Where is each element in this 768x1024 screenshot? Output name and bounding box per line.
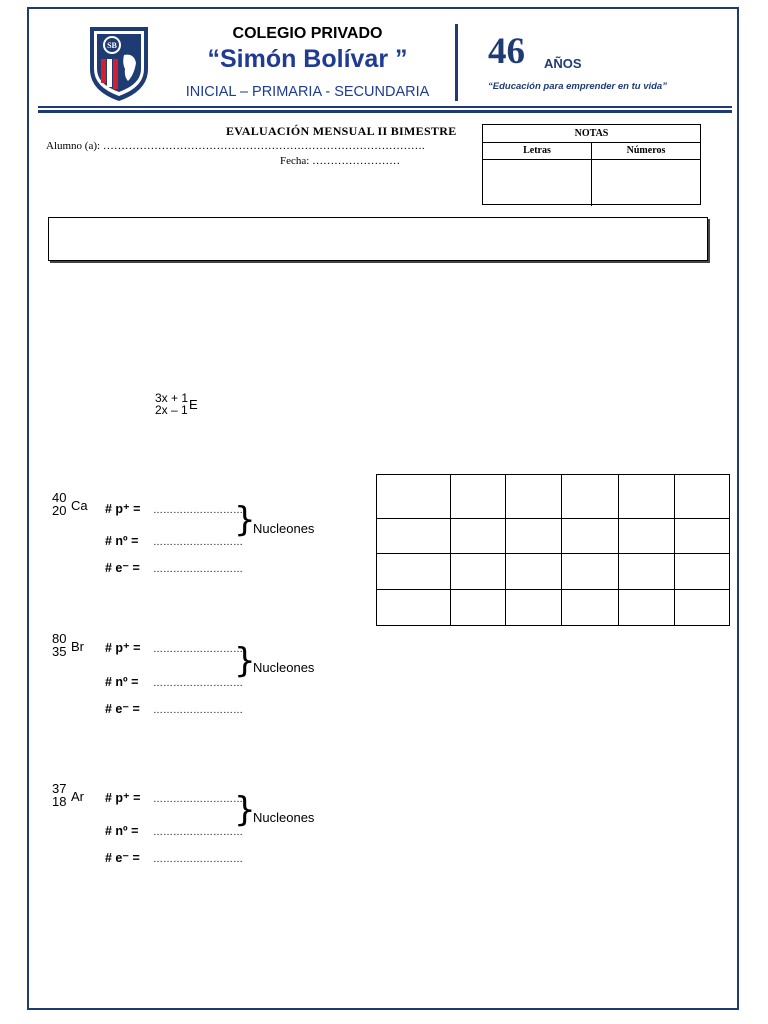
header-divider xyxy=(455,24,458,101)
grid-cell[interactable] xyxy=(506,519,562,554)
formula-atomic: 2x – 1 xyxy=(155,403,188,417)
atomic-number: 20 xyxy=(52,503,67,518)
school-name: “Simón Bolívar ” xyxy=(207,45,408,73)
electrons-blank[interactable]: ……………………… xyxy=(153,854,243,865)
grid-cell[interactable] xyxy=(451,590,506,626)
nucleones-label: Nucleones xyxy=(253,810,315,825)
neutrons-row xyxy=(105,675,243,689)
neutrons-blank[interactable]: ……………………… xyxy=(153,537,243,548)
electrons-blank[interactable]: ……………………… xyxy=(153,564,243,575)
grid-cell[interactable] xyxy=(675,519,730,554)
grid-cell[interactable] xyxy=(619,590,675,626)
element-block-ca xyxy=(52,491,342,581)
element-block-ar xyxy=(52,782,342,872)
electrons-label: # e⁻ = xyxy=(105,561,140,575)
protons-blank[interactable]: ……………………… xyxy=(153,644,243,655)
protons-row xyxy=(105,640,243,655)
neutrons-label: # nº = xyxy=(105,534,139,548)
brace-icon: } xyxy=(234,790,256,830)
grades-numbers-cell[interactable] xyxy=(592,160,700,206)
element-symbol xyxy=(52,491,94,521)
element-letter: Ar xyxy=(71,789,84,804)
school-logo xyxy=(88,25,150,103)
nucleones-label: Nucleones xyxy=(253,521,315,536)
brace-icon: } xyxy=(234,641,256,681)
grades-title: NOTAS xyxy=(483,125,700,143)
grid-cell[interactable] xyxy=(619,475,675,519)
mass-number: 37 xyxy=(52,781,67,796)
mass-number: 80 xyxy=(52,631,67,646)
grid-cell[interactable] xyxy=(377,554,451,590)
mass-number: 40 xyxy=(52,490,67,505)
electrons-row xyxy=(105,560,243,575)
logo-text: SB xyxy=(107,41,117,50)
grid-cell[interactable] xyxy=(619,519,675,554)
grid-cell[interactable] xyxy=(451,554,506,590)
grid-cell[interactable] xyxy=(562,554,619,590)
years-word: AÑOS xyxy=(544,56,582,71)
grid-cell[interactable] xyxy=(377,590,451,626)
electrons-row xyxy=(105,850,243,865)
grades-box xyxy=(482,124,701,205)
electrons-label: # e⁻ = xyxy=(105,702,140,716)
protons-label: # p⁺ = xyxy=(105,791,141,805)
electrons-blank[interactable]: ……………………… xyxy=(153,705,243,716)
exam-title: EVALUACIÓN MENSUAL II BIMESTRE xyxy=(226,124,457,138)
grid-cell[interactable] xyxy=(506,590,562,626)
element-symbol xyxy=(52,632,94,662)
formula-symbol: E xyxy=(189,397,198,412)
brace-icon: } xyxy=(234,500,256,540)
grades-numbers-header: Números xyxy=(626,145,666,156)
neutrons-blank[interactable]: ……………………… xyxy=(153,827,243,838)
grades-letters-header: Letras xyxy=(483,143,592,159)
header-rule xyxy=(38,110,732,113)
protons-row xyxy=(105,790,243,805)
neutrons-label: # nº = xyxy=(105,824,139,838)
protons-blank[interactable]: ……………………… xyxy=(153,794,243,805)
grid-cell[interactable] xyxy=(675,590,730,626)
grid-cell[interactable] xyxy=(506,475,562,519)
neutrons-label: # nº = xyxy=(105,675,139,689)
grid-cell[interactable] xyxy=(619,554,675,590)
nucleones-label: Nucleones xyxy=(253,660,315,675)
electrons-row xyxy=(105,701,243,716)
answer-grid xyxy=(376,474,730,626)
date-field[interactable]: Fecha: …………………… xyxy=(280,155,401,167)
years-number: 46 xyxy=(488,31,525,72)
grid-cell[interactable] xyxy=(377,519,451,554)
grid-cell[interactable] xyxy=(451,475,506,519)
instructions-box xyxy=(48,217,708,261)
grid-cell[interactable] xyxy=(675,554,730,590)
grid-cell[interactable] xyxy=(562,590,619,626)
atomic-number: 35 xyxy=(52,644,67,659)
neutrons-row xyxy=(105,824,243,838)
grades-letters-cell[interactable] xyxy=(483,160,592,206)
element-block-br xyxy=(52,632,342,722)
grid-cell[interactable] xyxy=(562,475,619,519)
grid-cell[interactable] xyxy=(377,475,451,519)
element-letter: Ca xyxy=(71,498,88,513)
grid-cell[interactable] xyxy=(506,554,562,590)
grid-cell[interactable] xyxy=(562,519,619,554)
formula-mass: 3x + 1 xyxy=(155,391,189,405)
element-symbol xyxy=(52,782,94,812)
neutrons-blank[interactable]: ……………………… xyxy=(153,678,243,689)
header-rule xyxy=(38,106,732,108)
grid-cell[interactable] xyxy=(451,519,506,554)
protons-label: # p⁺ = xyxy=(105,641,141,655)
isotope-formula xyxy=(155,392,198,416)
protons-label: # p⁺ = xyxy=(105,502,141,516)
protons-row xyxy=(105,501,243,516)
school-motto: “Educación para emprender en tu vida” xyxy=(488,81,667,92)
protons-blank[interactable]: ……………………… xyxy=(153,505,243,516)
school-type: COLEGIO PRIVADO xyxy=(232,25,383,42)
electrons-label: # e⁻ = xyxy=(105,851,140,865)
atomic-number: 18 xyxy=(52,794,67,809)
neutrons-row xyxy=(105,534,243,548)
grid-cell[interactable] xyxy=(675,475,730,519)
element-letter: Br xyxy=(71,639,84,654)
school-levels: INICIAL – PRIMARIA - SECUNDARIA xyxy=(185,84,430,100)
student-name-field[interactable]: Alumno (a): ……………………………………………………………………………. xyxy=(46,140,425,152)
